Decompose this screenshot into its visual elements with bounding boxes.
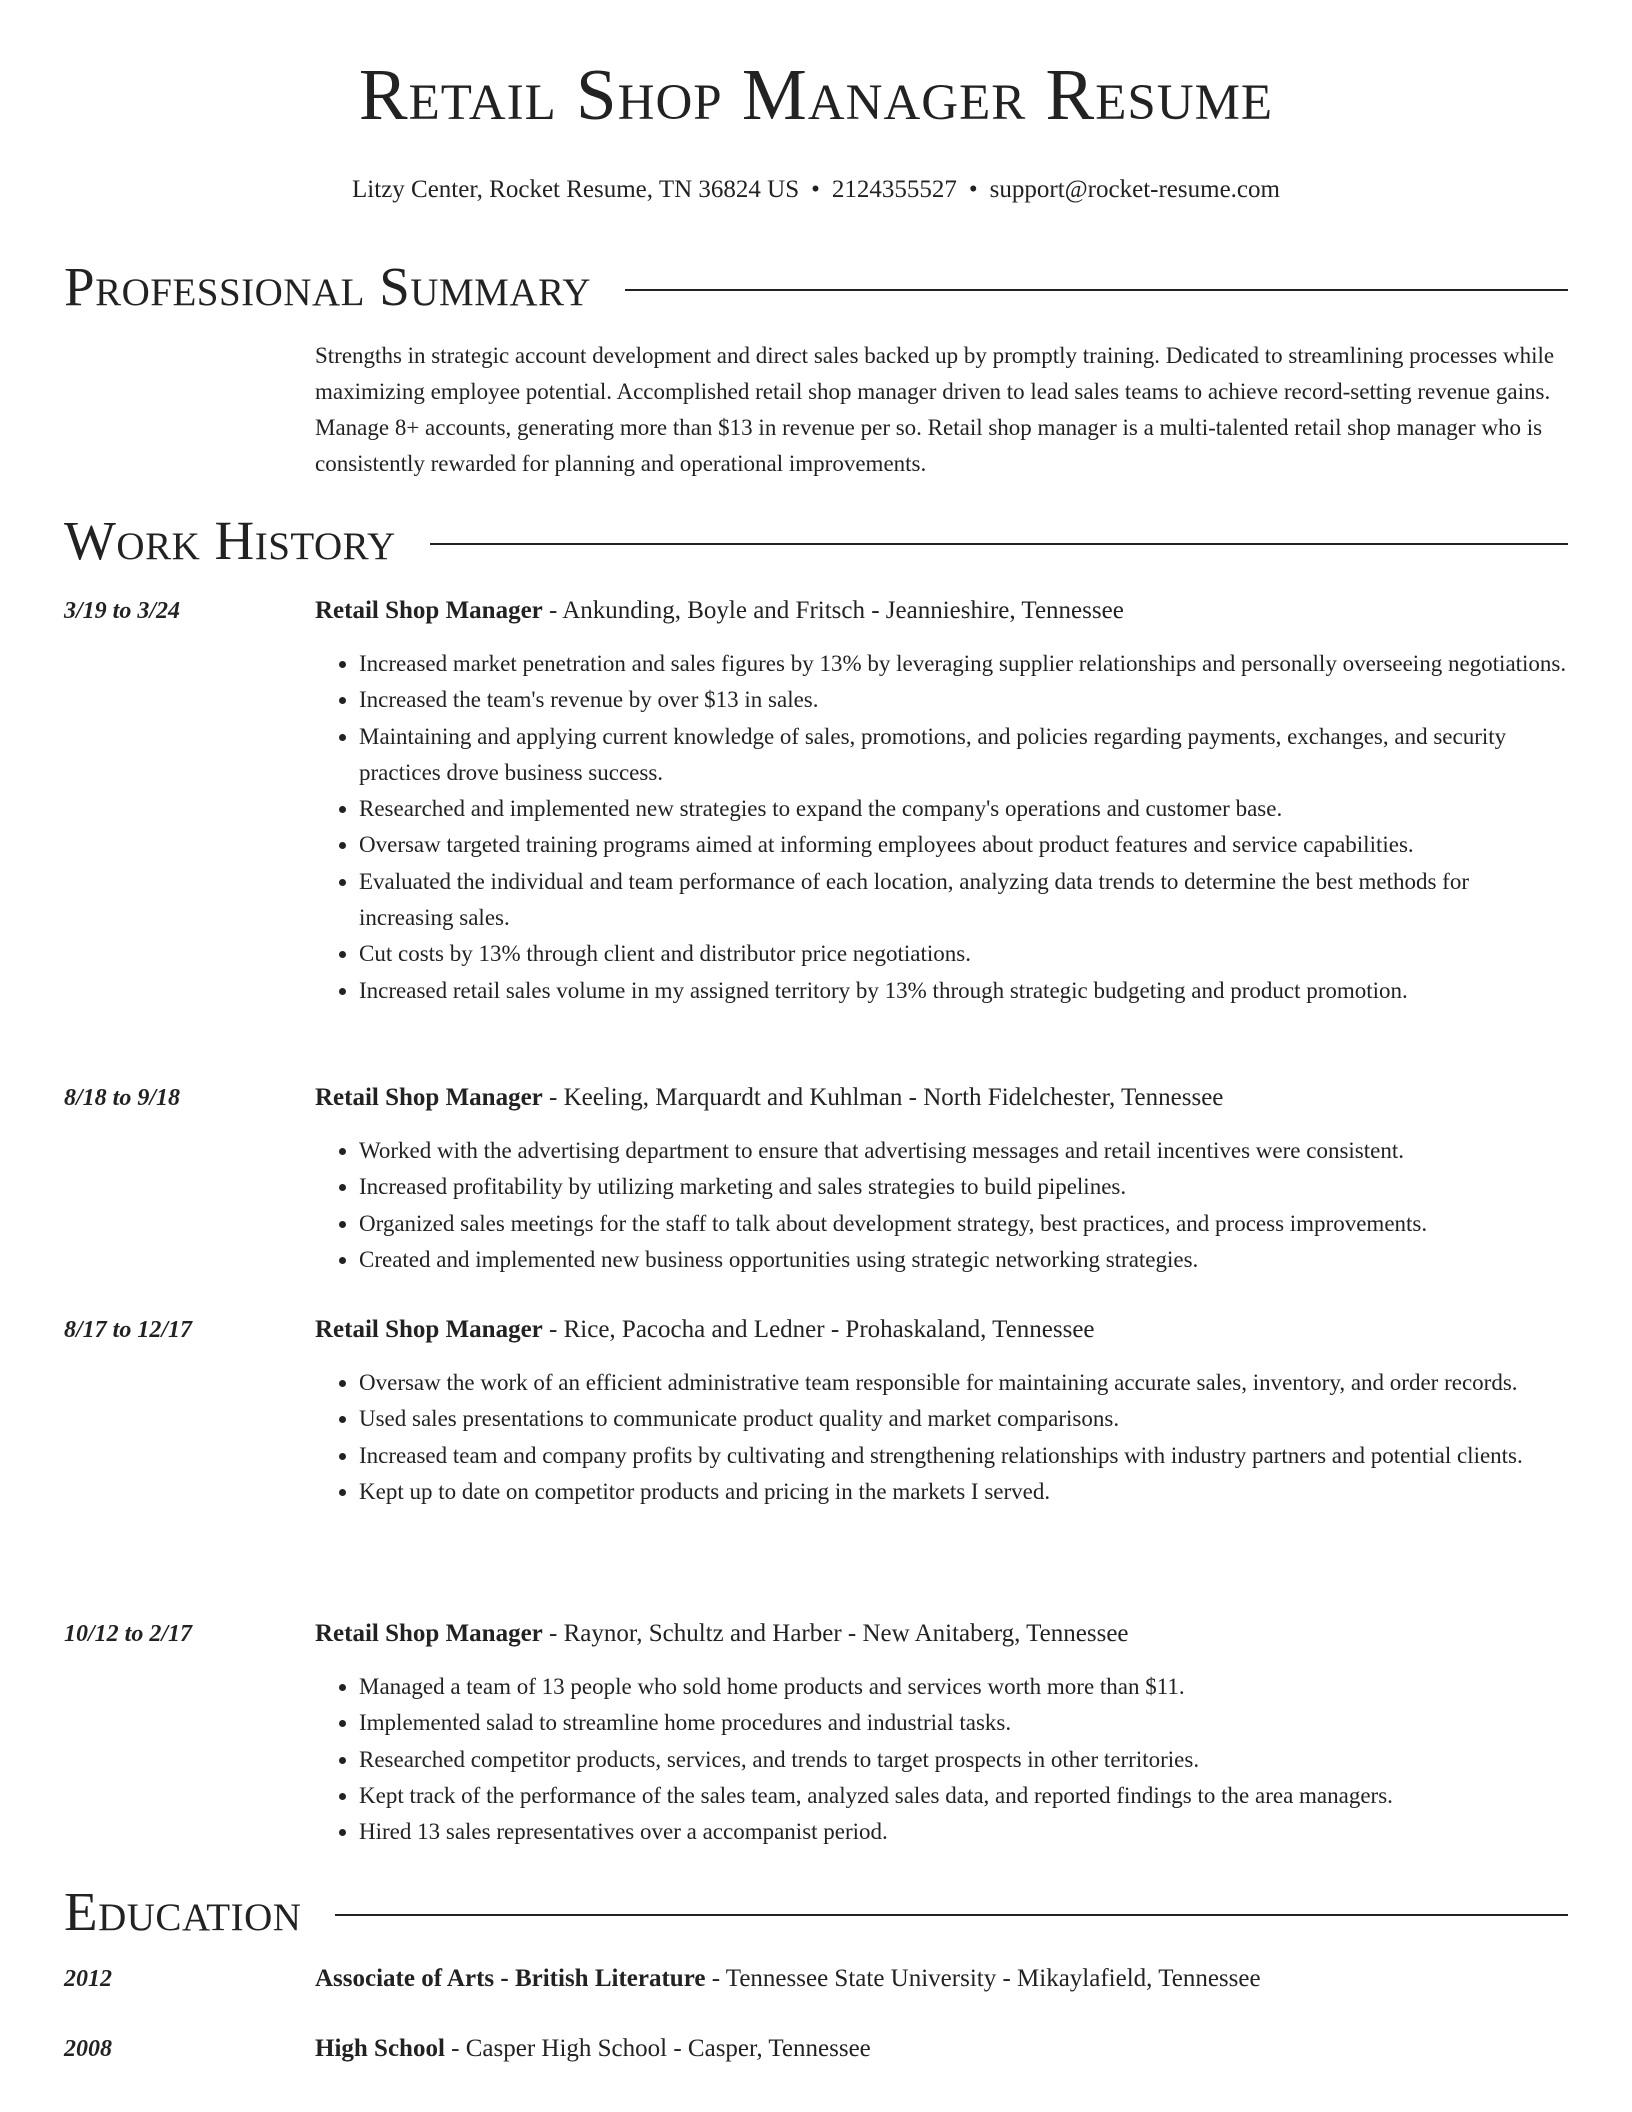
education-heading-line xyxy=(315,1961,1261,1997)
job-bullet: • Oversaw the work of an efficient administrative team responsible for maintaining accurate sales, inventory, and order records. xyxy=(359,1365,1567,1401)
education-details: - Tennessee State University - Mikaylafield, Tennessee xyxy=(705,1965,1261,1992)
job-bullet: • Created and implemented new business opportunities using strategic networking strategies. xyxy=(359,1242,1567,1278)
job-bullet: • Implemented salad to streamline home procedures and industrial tasks. xyxy=(359,1705,1567,1741)
education-heading: Education xyxy=(64,1881,302,1942)
contact-separator: • xyxy=(968,176,978,203)
job-dates: 8/18 to 9/18 xyxy=(64,1085,181,1111)
job-heading xyxy=(315,1080,1223,1116)
summary-section-header xyxy=(64,256,1568,317)
education-year: 2008 xyxy=(64,2036,112,2062)
job-bullet: • Maintaining and applying current knowledge of sales, promotions, and policies regarding payments, exchanges, and security practices drove business success. xyxy=(359,719,1567,792)
job-bullet-list xyxy=(315,1669,1567,1850)
job-dates: 8/17 to 12/17 xyxy=(64,1317,193,1343)
job-bullet: • Kept up to date on competitor products and pricing in the markets I served. xyxy=(359,1474,1567,1510)
job-heading xyxy=(315,593,1124,629)
job-bullet: • Increased team and company profits by cultivating and strengthening relationships with industry partners and potential clients. xyxy=(359,1438,1567,1474)
job-title: Retail Shop Manager xyxy=(315,597,543,624)
summary-heading: Professional Summary xyxy=(64,256,592,317)
job-dates: 3/19 to 3/24 xyxy=(64,598,181,624)
job-bullet: • Used sales presentations to communicate product quality and market comparisons. xyxy=(359,1401,1567,1437)
job-bullet: • Cut costs by 13% through client and distributor price negotiations. xyxy=(359,936,1567,972)
job-details: - Raynor, Schultz and Harber - New Anitaberg, Tennessee xyxy=(542,1620,1129,1647)
work-history-section-header xyxy=(64,510,1568,571)
job-bullet: • Researched competitor products, services, and trends to target prospects in other territories. xyxy=(359,1742,1567,1778)
job-bullet: • Increased market penetration and sales figures by 13% by leveraging supplier relationships and personally overseeing negotiations. xyxy=(359,646,1567,682)
job-bullet-list xyxy=(315,1365,1567,1510)
contact-email[interactable]: support@rocket-resume.com xyxy=(989,176,1280,203)
job-title: Retail Shop Manager xyxy=(315,1084,543,1111)
contact-address: Litzy Center, Rocket Resume, TN 36824 US xyxy=(352,176,800,203)
contact-phone: 2124355527 xyxy=(831,176,957,203)
education-details: - Casper High School - Casper, Tennessee xyxy=(444,2035,871,2062)
education-degree: Associate of Arts - British Literature xyxy=(315,1965,706,1992)
education-year: 2012 xyxy=(64,1966,112,1992)
job-bullet-list xyxy=(315,1133,1567,1278)
job-details: - Keeling, Marquardt and Kuhlman - North Fidelchester, Tennessee xyxy=(542,1084,1224,1111)
education-degree: High School xyxy=(315,2035,445,2062)
job-title: Retail Shop Manager xyxy=(315,1620,543,1647)
job-bullet: • Increased the team's revenue by over $13 in sales. xyxy=(359,682,1567,718)
contact-line xyxy=(0,176,1632,204)
job-bullet: • Worked with the advertising department to ensure that advertising messages and retail incentives were consistent. xyxy=(359,1133,1567,1169)
education-heading-line xyxy=(315,2031,871,2067)
job-bullet: • Researched and implemented new strategies to expand the company's operations and customer base. xyxy=(359,791,1567,827)
resume-title: Retail Shop Manager Resume xyxy=(358,54,1274,135)
job-bullet: • Organized sales meetings for the staff to talk about development strategy, best practices, and process improvements. xyxy=(359,1206,1567,1242)
job-title: Retail Shop Manager xyxy=(315,1316,543,1343)
job-bullet: • Kept track of the performance of the sales team, analyzed sales data, and reported findings to the area managers. xyxy=(359,1778,1567,1814)
section-divider xyxy=(335,1914,1568,1916)
job-dates: 10/12 to 2/17 xyxy=(64,1621,193,1647)
contact-separator: • xyxy=(811,176,820,203)
job-bullet: • Managed a team of 13 people who sold home products and services worth more than $11. xyxy=(359,1669,1567,1705)
job-bullet: • Increased profitability by utilizing marketing and sales strategies to build pipelines. xyxy=(359,1169,1567,1205)
work-history-heading: Work History xyxy=(64,510,396,571)
education-section-header xyxy=(64,1881,1568,1942)
job-details: - Rice, Pacocha and Ledner - Prohaskaland, Tennessee xyxy=(542,1316,1095,1343)
section-divider xyxy=(430,543,1568,545)
job-bullet-list xyxy=(315,646,1567,1009)
job-bullet: • Oversaw targeted training programs aimed at informing employees about product features and service capabilities. xyxy=(359,827,1567,863)
job-heading xyxy=(315,1312,1095,1348)
section-divider xyxy=(625,289,1568,291)
job-details: - Ankunding, Boyle and Fritsch - Jeannieshire, Tennessee xyxy=(542,597,1124,624)
job-heading xyxy=(315,1616,1129,1652)
job-bullet: • Evaluated the individual and team performance of each location, analyzing data trends to determine the best methods for increasing sales. xyxy=(359,864,1567,937)
job-bullet: • Increased retail sales volume in my assigned territory by 13% through strategic budgeting and product promotion. xyxy=(359,973,1567,1009)
job-bullet: • Hired 13 sales representatives over a accompanist period. xyxy=(359,1814,1567,1850)
summary-text: Strengths in strategic account development and direct sales backed up by promptly training. Dedicated to streamlining processes while maximizing employee potential. Accomplished retail shop manager driven to lead sales teams to achieve record-setting revenue gains. Manage 8+ accounts, generating more than $13 in revenue per so. Retail shop manager is a multi-talented retail shop manager who is consistently rewarded for planning and operational improvements. xyxy=(315,343,1555,476)
